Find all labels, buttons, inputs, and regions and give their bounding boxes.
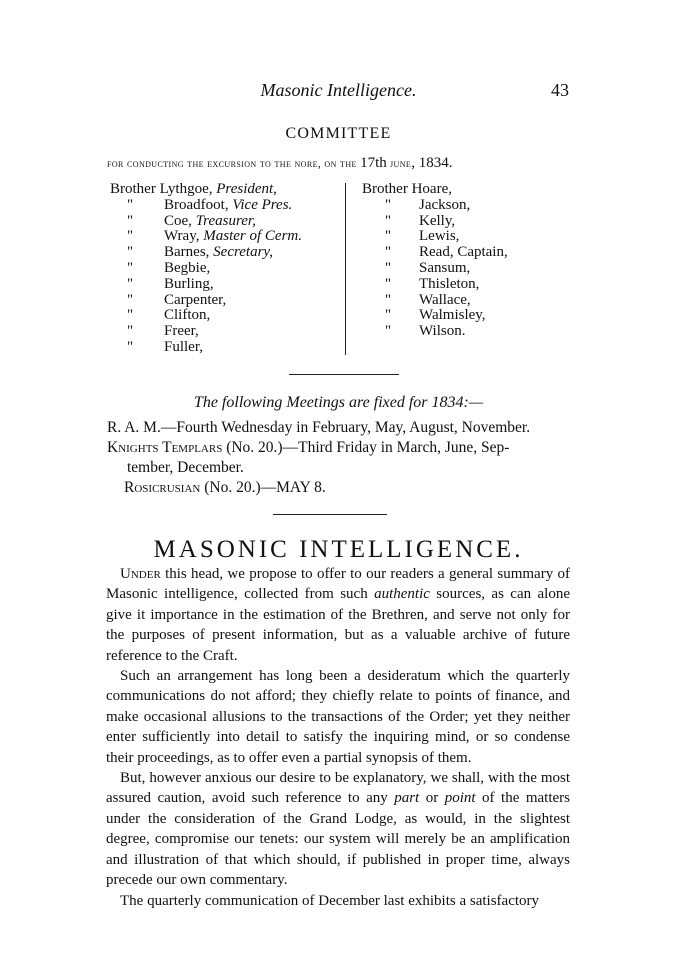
committee-member (110, 324, 340, 340)
meeting-text-continued: tember, December. (127, 459, 244, 476)
page-number: 43 (551, 80, 569, 100)
committee-member (362, 229, 582, 245)
emphasis: authentic (374, 586, 430, 603)
ditto-mark: " (385, 307, 392, 324)
member-name: Thisleton, (419, 275, 480, 292)
member-role: President, (216, 181, 277, 197)
lead-word: Under (120, 566, 161, 582)
committee-member (362, 214, 582, 230)
meeting-knights-templars (107, 438, 577, 478)
emphasis: point (444, 790, 476, 807)
ditto-mark: " (385, 291, 392, 308)
meeting-text: (No. 20.)—Third Friday in March, June, Sep- (222, 439, 510, 456)
paragraph-text: this head, we propose to offer to our readers a general summary of Masonic intelligence, collected from such (106, 566, 570, 603)
committee-right-column (362, 182, 582, 340)
running-head (0, 80, 677, 104)
subtitle-year: , 1834. (411, 155, 453, 171)
committee-member (362, 261, 582, 277)
committee-member (362, 182, 582, 198)
committee-member (110, 293, 340, 309)
committee-member (362, 245, 582, 261)
member-name: Begbie, (164, 259, 211, 276)
member-name: Lewis, (419, 228, 460, 245)
member-prefix: Brother (362, 181, 412, 197)
member-name: Read, Captain, (419, 244, 508, 261)
section-title: MASONIC INTELLIGENCE. (153, 536, 524, 563)
column-divider (345, 183, 346, 355)
committee-member (110, 182, 340, 198)
paragraph (106, 564, 570, 666)
paragraph (106, 768, 570, 890)
member-name: Fuller, (164, 338, 203, 355)
running-title: Masonic Intelligence. (260, 80, 417, 100)
subtitle-text: for conducting the excursion to the nore, on the (107, 158, 361, 170)
article-body (106, 564, 570, 911)
committee-member (110, 261, 340, 277)
meetings-heading: The following Meetings are fixed for 1834:— (193, 394, 484, 411)
member-name: Lythgoe, (159, 181, 217, 197)
ditto-mark: " (127, 196, 134, 213)
ditto-mark: " (127, 275, 134, 292)
committee-title: COMMITTEE (285, 125, 392, 142)
member-name: Burling, (164, 275, 214, 292)
member-name: Wallace, (419, 291, 471, 308)
committee-member (362, 198, 582, 214)
meeting-ram: R. A. M.—Fourth Wednesday in February, May, August, November. (107, 419, 531, 436)
paragraph-text: sources, as can alone give it importance in the estimation of the Brethren, and serve not only for the purposes of present information, but as a valuable archive of future reference to the Craft. (106, 586, 570, 664)
member-name: Kelly, (419, 212, 456, 229)
member-role: Vice Pres. (232, 196, 293, 213)
member-prefix: Brother (110, 181, 160, 197)
paragraph-text: But, however anxious our desire to be explanatory, we shall, with the most assured caution, avoid such reference to any (106, 770, 570, 807)
ditto-mark: " (127, 307, 134, 324)
meeting-label: Knights Templars (107, 439, 223, 456)
committee-left-column (110, 182, 340, 356)
divider-rule (273, 514, 387, 515)
paragraph: The quarterly communication of December last exhibits a satisfactory (120, 892, 540, 909)
committee-member (362, 308, 582, 324)
member-name: Freer, (164, 323, 199, 340)
member-name: Broadfoot, (164, 196, 233, 213)
member-name: Jackson, (419, 196, 471, 213)
committee-member (110, 245, 340, 261)
paragraph-text: or (419, 790, 445, 807)
emphasis: part (394, 790, 420, 807)
ditto-mark: " (127, 212, 134, 229)
committee-member (110, 198, 340, 214)
member-role: Master of Cerm. (203, 228, 302, 245)
committee-member (362, 293, 582, 309)
member-name: Carpenter, (164, 291, 227, 308)
meeting-label: Rosicrusian (124, 479, 201, 496)
divider-rule (289, 374, 399, 375)
ditto-mark: " (127, 244, 134, 261)
committee-member (362, 324, 582, 340)
subtitle-month: june (386, 158, 412, 170)
member-name: Barnes, (164, 244, 214, 261)
member-name: Hoare, (411, 181, 452, 197)
ditto-mark: " (385, 196, 392, 213)
ditto-mark: " (127, 323, 134, 340)
ditto-mark: " (127, 338, 134, 355)
ditto-mark: " (385, 244, 392, 261)
subtitle-date: 17th (360, 155, 387, 171)
committee-member (110, 277, 340, 293)
member-name: Wray, (164, 228, 204, 245)
member-role: Secretary, (213, 244, 273, 261)
paragraph: Such an arrangement has long been a desideratum which the quarterly communications do not afford; they chiefly relate to points of finance, and make occasional allusions to the transactions of the Order; yet they neither enter sufficiently into detail to satisfy the inquiring mind, or so condense their proceedings, as to offer even a partial synopsis of them. (106, 668, 570, 766)
ditto-mark: " (127, 291, 134, 308)
member-name: Sansum, (419, 259, 471, 276)
ditto-mark: " (385, 212, 392, 229)
ditto-mark: " (127, 228, 134, 245)
paragraph-text: of the matters under the consideration of the Grand Lodge, as would, in the slightest degree, compromise our tenets: our system will merely be an amplification and illustration of that which should, if published in proper time, always precede our own commentary. (106, 790, 570, 889)
committee-member (362, 277, 582, 293)
member-name: Walmisley, (419, 307, 486, 324)
member-name: Clifton, (164, 307, 211, 324)
committee-member (110, 308, 340, 324)
committee-member (110, 214, 340, 230)
meeting-rosicrusian (124, 478, 574, 498)
ditto-mark: " (385, 323, 392, 340)
member-role: Treasurer, (195, 212, 256, 229)
ditto-mark: " (385, 228, 392, 245)
member-name: Wilson. (419, 323, 466, 340)
committee-subtitle (107, 155, 587, 172)
ditto-mark: " (385, 275, 392, 292)
ditto-mark: " (127, 259, 134, 276)
member-name: Coe, (164, 212, 196, 229)
ditto-mark: " (385, 259, 392, 276)
committee-member (110, 229, 340, 245)
meeting-text: (No. 20.)—MAY 8. (200, 479, 326, 496)
committee-member (110, 340, 340, 356)
